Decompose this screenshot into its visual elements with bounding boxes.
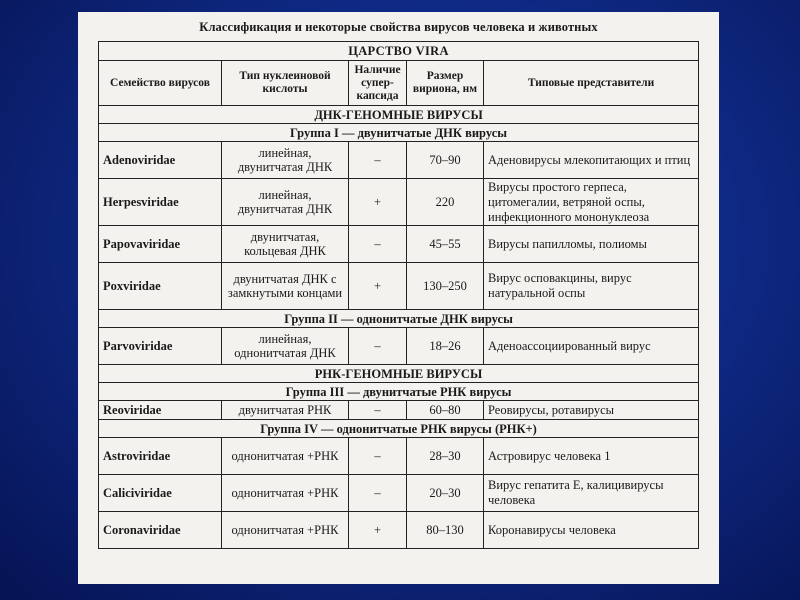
nucleic-acid-cell: однонитчатая +РНК	[222, 438, 349, 475]
table-row	[99, 226, 699, 263]
size-cell: 220	[407, 179, 484, 226]
table-row	[99, 475, 699, 512]
group-title: Группа I — двунитчатые ДНК вирусы	[99, 124, 699, 142]
section-row	[99, 106, 699, 124]
size-cell: 28–30	[407, 438, 484, 475]
nucleic-acid-cell: линейная, двунитчатая ДНК	[222, 179, 349, 226]
size-cell: 80–130	[407, 512, 484, 549]
family-cell: Poxviridae	[99, 263, 222, 310]
group-row	[99, 310, 699, 328]
table-row	[99, 142, 699, 179]
group-title: Группа III — двунитчатые РНК вирусы	[99, 383, 699, 401]
family-cell: Coronaviridae	[99, 512, 222, 549]
size-cell: 18–26	[407, 328, 484, 365]
header-envelope: Наличие супер-капсида	[349, 61, 407, 106]
header-family: Семейство вирусов	[99, 61, 222, 106]
group-row	[99, 124, 699, 142]
group-title: Группа IV — однонитчатые РНК вирусы (РНК+)	[99, 420, 699, 438]
header-representatives: Типовые представители	[484, 61, 699, 106]
nucleic-acid-cell: двунитчатая РНК	[222, 401, 349, 420]
size-cell: 45–55	[407, 226, 484, 263]
group-row	[99, 420, 699, 438]
representatives-cell: Вирус осповакцины, вирус натуральной оспы	[484, 263, 699, 310]
header-row	[99, 61, 699, 106]
envelope-cell: –	[349, 401, 407, 420]
representatives-cell: Астровирус человека 1	[484, 438, 699, 475]
size-cell: 60–80	[407, 401, 484, 420]
family-cell: Caliciviridae	[99, 475, 222, 512]
envelope-cell: –	[349, 226, 407, 263]
nucleic-acid-cell: линейная, двунитчатая ДНК	[222, 142, 349, 179]
representatives-cell: Вирус гепатита Е, калицивирусы человека	[484, 475, 699, 512]
representatives-cell: Коронавирусы человека	[484, 512, 699, 549]
group-row	[99, 383, 699, 401]
table-row	[99, 401, 699, 420]
kingdom-row	[99, 42, 699, 61]
table-row	[99, 438, 699, 475]
nucleic-acid-cell: линейная, однонитчатая ДНК	[222, 328, 349, 365]
family-cell: Herpesviridae	[99, 179, 222, 226]
representatives-cell: Аденовирусы млекопитающих и птиц	[484, 142, 699, 179]
group-title: Группа II — однонитчатые ДНК вирусы	[99, 310, 699, 328]
family-cell: Parvoviridae	[99, 328, 222, 365]
representatives-cell: Вирусы папилломы, полиомы	[484, 226, 699, 263]
nucleic-acid-cell: однонитчатая +РНК	[222, 475, 349, 512]
table-row	[99, 179, 699, 226]
table-row	[99, 328, 699, 365]
nucleic-acid-cell: двунитчатая ДНК с замкнутыми концами	[222, 263, 349, 310]
kingdom-cell: ЦАРСТВО VIRA	[99, 42, 699, 61]
header-size: Размер вириона, нм	[407, 61, 484, 106]
representatives-cell: Реовирусы, ротавирусы	[484, 401, 699, 420]
envelope-cell: +	[349, 179, 407, 226]
table-row	[99, 512, 699, 549]
envelope-cell: +	[349, 512, 407, 549]
family-cell: Reoviridae	[99, 401, 222, 420]
size-cell: 20–30	[407, 475, 484, 512]
representatives-cell: Аденоассоциированный вирус	[484, 328, 699, 365]
envelope-cell: –	[349, 475, 407, 512]
family-cell: Astroviridae	[99, 438, 222, 475]
envelope-cell: +	[349, 263, 407, 310]
virus-classification-table	[98, 41, 699, 549]
envelope-cell: –	[349, 328, 407, 365]
representatives-cell: Вирусы простого герпеса, цитомегалии, ветряной оспы, инфекционного мононуклеоза	[484, 179, 699, 226]
section-title: РНК-ГЕНОМНЫЕ ВИРУСЫ	[99, 365, 699, 383]
family-cell: Adenoviridae	[99, 142, 222, 179]
family-cell: Papovaviridae	[99, 226, 222, 263]
document-sheet	[78, 12, 719, 584]
section-title: ДНК-ГЕНОМНЫЕ ВИРУСЫ	[99, 106, 699, 124]
nucleic-acid-cell: однонитчатая +РНК	[222, 512, 349, 549]
size-cell: 70–90	[407, 142, 484, 179]
size-cell: 130–250	[407, 263, 484, 310]
table-row	[99, 263, 699, 310]
envelope-cell: –	[349, 438, 407, 475]
envelope-cell: –	[349, 142, 407, 179]
section-row	[99, 365, 699, 383]
nucleic-acid-cell: двунитчатая, кольцевая ДНК	[222, 226, 349, 263]
header-nucleic-acid: Тип нуклеиновой кислоты	[222, 61, 349, 106]
document-title: Классификация и некоторые свойства вирусов человека и животных	[199, 20, 598, 34]
